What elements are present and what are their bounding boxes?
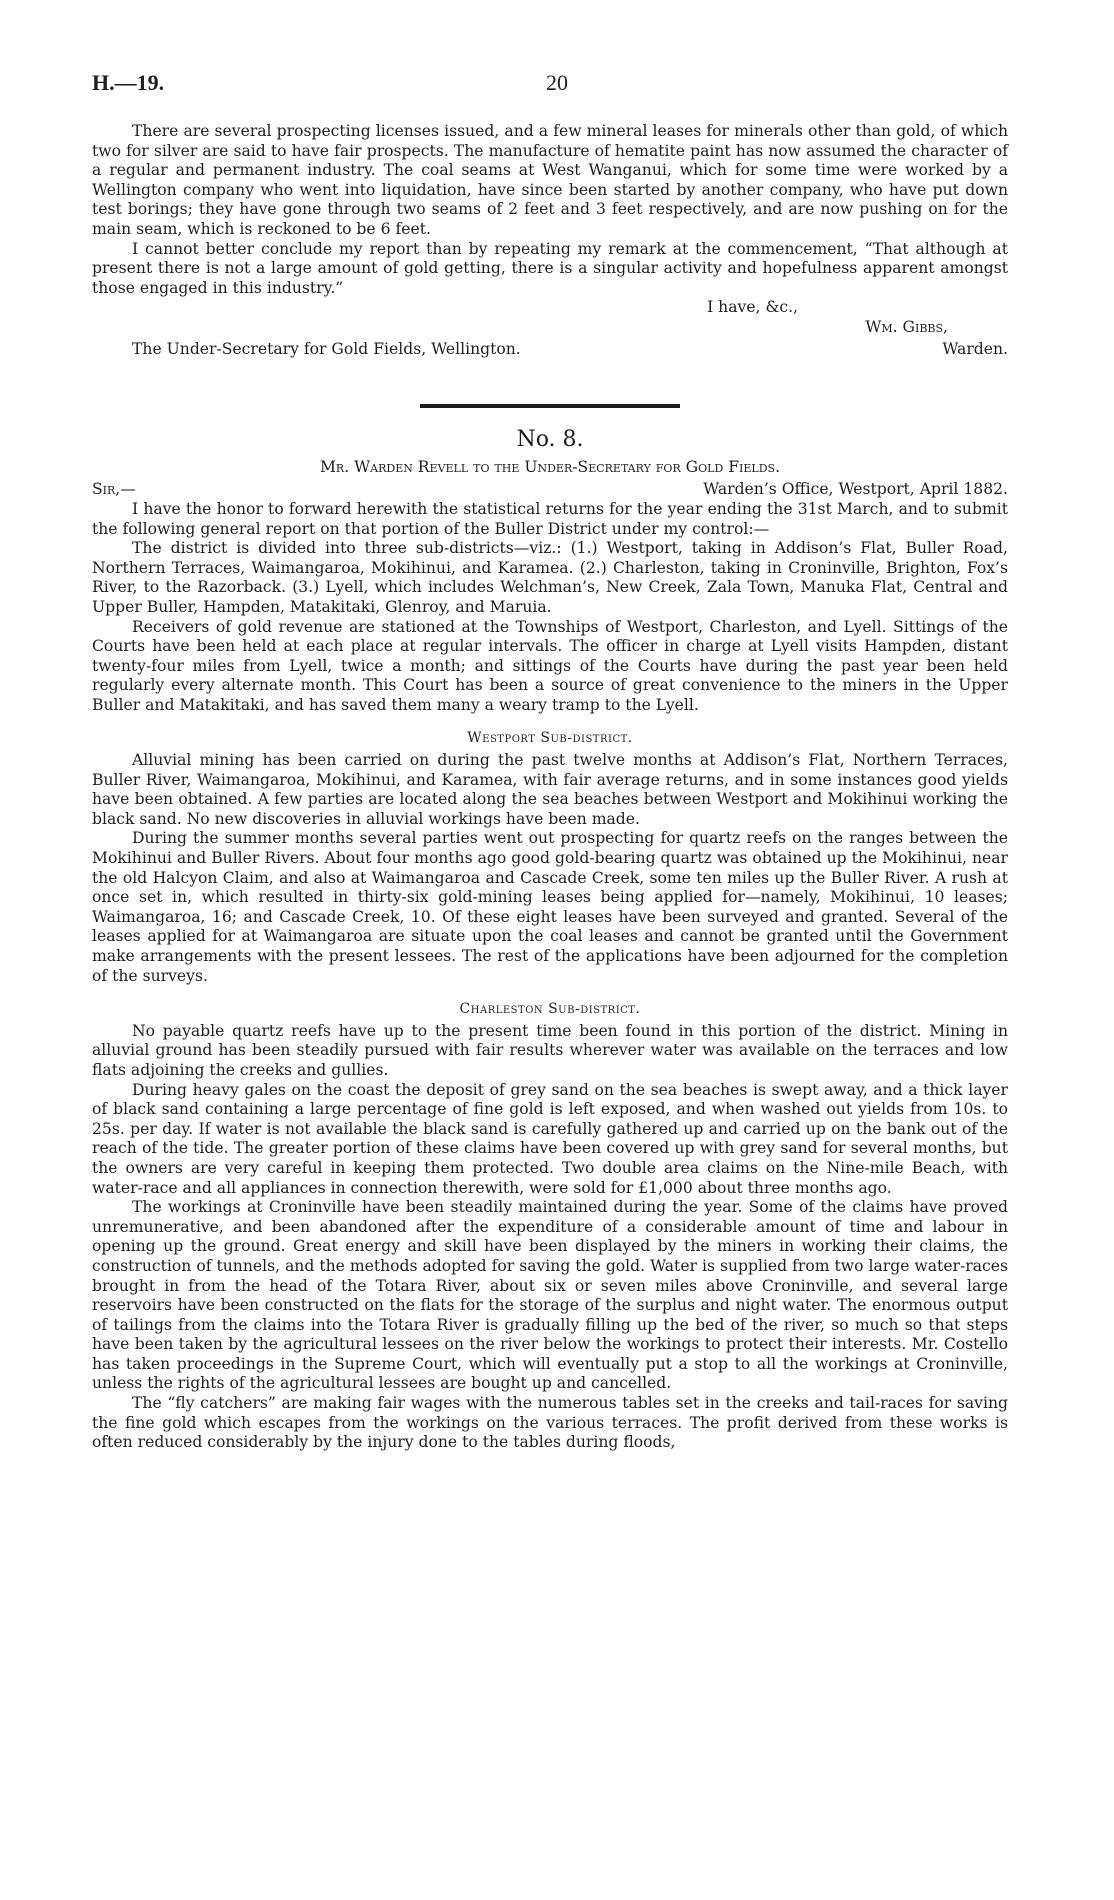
signature-name: Wm. Gibbs, xyxy=(865,318,948,337)
page-body xyxy=(92,122,1008,1453)
charleston-paragraph: The “fly catchers” are making fair wages with the numerous tables set in the creeks and tail-races for saving the fine gold which escapes from the workings on the various terraces. The profit derived from these works is often reduced considerably by the injury done to the tables during floods, xyxy=(92,1394,1008,1452)
page-number: 20 xyxy=(546,70,568,95)
signature-title: Warden. xyxy=(942,340,1008,359)
charleston-paragraph: No payable quartz reefs have up to the present time been found in this portion of the district. Mining in alluvial ground has been steadily pursued with fair results wherever water was available on the terraces and low flats adjoining the creeks and gullies. xyxy=(92,1021,1008,1079)
westport-paragraph: Alluvial mining has been carried on during the past twelve months at Addison’s Flat, Northern Terraces, Buller River, Waimangaroa, Mokihinui, and Karamea, with fair average returns, and in some instances good yields have been obtained. A few parties are located along the sea beaches between Westport and Mokihinui working the black sand. No new discoveries in alluvial workings have been made. xyxy=(92,751,1008,828)
letter-paragraph: I have the honor to forward herewith the statistical returns for the year ending the 31st March, and to submit the following general report on that portion of the Buller District under my control:— xyxy=(92,499,1008,538)
intro-paragraph: There are several prospecting licenses issued, and a few mineral leases for minerals other than gold, of which two for silver are said to have fair prospects. The manufacture of hematite paint has now assumed the character of a regular and permanent industry. The coal seams at West Wanganui, which for some time were worked by a Wellington company who went into liquidation, have since been started by another company, who have put down test borings; they have gone through two seams of 2 feet and 3 feet respectively, and are now pushing on for the main seam, which is reckoned to be 6 feet. xyxy=(92,122,1008,238)
salutation-line xyxy=(92,480,1008,500)
salutation: Sir,— xyxy=(92,479,136,498)
letter-number: No. 8. xyxy=(516,427,584,453)
section-heading-charleston: Charleston Sub-district. xyxy=(459,1001,641,1018)
dateline: Warden’s Office, Westport, April 1882. xyxy=(703,479,1008,498)
letter-paragraph: The district is divided into three sub-districts—viz.: (1.) Westport, taking in Addison’s Flat, Buller Road, Northern Terraces, Waimangaroa, Mokihinui, and Karamea. (2.) Charleston, taking in Croninville, Brighton, Fox’s River, to the Razorback. (3.) Lyell, which includes Welchman’s, New Creek, Zala Town, Manuka Flat, Central and Upper Buller, Hampden, Matakitaki, Glenroy, and Maruia. xyxy=(92,539,1008,616)
addressee: The Under-Secretary for Gold Fields, Wellington. xyxy=(132,340,521,359)
page-header xyxy=(0,70,1114,100)
section-divider xyxy=(420,404,680,408)
intro-paragraph: I cannot better conclude my report than by repeating my remark at the commencement, “That although at present there is not a large amount of gold getting, there is a singular activity and hopefulness apparent amongst those engaged in this industry.” xyxy=(92,239,1008,297)
westport-paragraph: During the summer months several parties went out prospecting for quartz reefs on the ranges between the Mokihinui and Buller Rivers. About four months ago good gold-bearing quartz was obtained up the Mokihinui, near the old Halcyon Claim, and also at Waimangaroa and Cascade Creek, some ten miles up the Buller River. A rush at once set in, which resulted in thirty-six gold-mining leases being applied for—namely, Mokihinui, 10 leases; Waimangaroa, 16; and Cascade Creek, 10. Of these eight leases have been surveyed and granted. Several of the leases applied for at Waimangaroa are situate upon the coal leases and cannot be granted until the Government make arrangements with the present lessees. The rest of the applications have been adjourned for the completion of the surveys. xyxy=(92,829,1008,985)
charleston-paragraph: During heavy gales on the coast the deposit of grey sand on the sea beaches is swept away, and a thick layer of black sand containing a large percentage of fine gold is left exposed, and when washed out yields from 10s. to 25s. per day. If water is not available the black sand is carefully gathered up and carried up on the bank out of the reach of the tide. The greater portion of these claims have been covered up with grey sand for several months, but the owners are very careful in keeping them protected. Two double area claims on the Nine-mile Beach, with water-race and all appliances in connection therewith, were sold for £1,000 about three months ago. xyxy=(92,1080,1008,1197)
charleston-paragraph: The workings at Croninville have been steadily maintained during the year. Some of the claims have proved unremunerative, and been abandoned after the expenditure of a considerable amount of time and labour in opening up the ground. Great energy and skill have been displayed by the miners in working their claims, the construction of tunnels, and the methods adopted for saving the gold. Water is supplied from two large water-races brought in from the head of the Totara River, about six or seven miles above Croninville, and several large reservoirs have been constructed on the flats for the storage of the surplus and night water. The enormous output of tailings from the claims into the Totara River is gradually filling up the bed of the river, so much so that steps have been taken by the agricultural lessees on the river below the workings to protect their interests. Mr. Costello has taken proceedings in the Supreme Court, which will eventually put a stop to all the workings at Croninville, unless the rights of the agricultural lessees are bought up and cancelled. xyxy=(92,1198,1008,1393)
document-reference: H.—19. xyxy=(92,70,165,95)
section-heading-westport: Westport Sub-district. xyxy=(467,730,633,747)
signature-block xyxy=(92,298,1008,376)
letter-subject: Mr. Warden Revell to the Under-Secretary for Gold Fields. xyxy=(319,458,781,477)
signature-closing: I have, &c., xyxy=(707,298,798,317)
letter-paragraph: Receivers of gold revenue are stationed at the Townships of Westport, Charleston, and Lyell. Sittings of the Courts have been held at each place at regular intervals. The officer in charge at Lyell visits Hampden, distant twenty-four miles from Lyell, twice a month; and sittings of the Courts have during the past year been held regularly every alternate month. This Court has been a source of great convenience to the miners in the Upper Buller and Matakitaki, and has saved them many a weary tramp to the Lyell. xyxy=(92,617,1008,714)
